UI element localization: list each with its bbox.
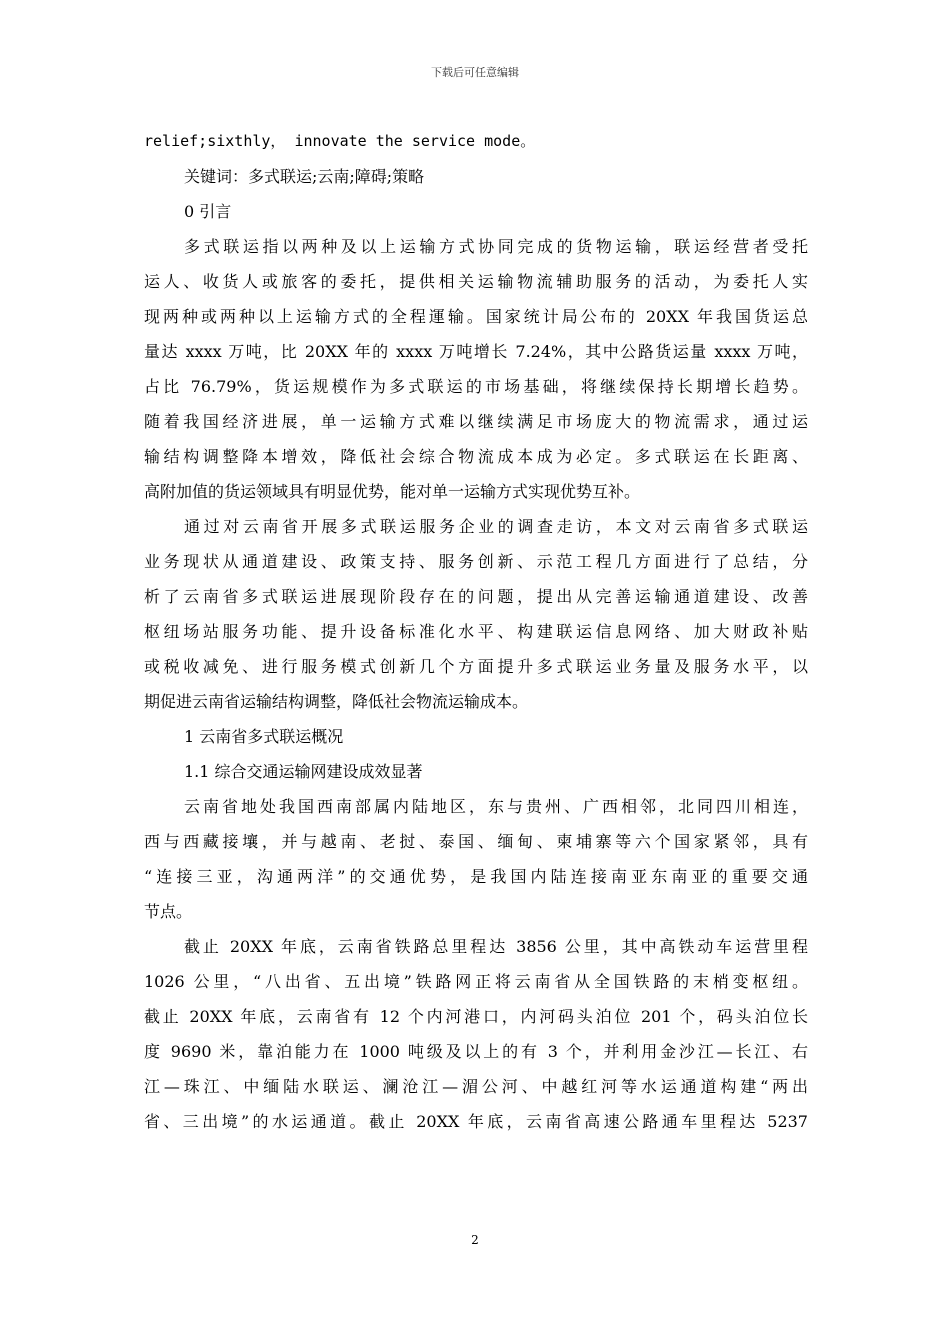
paragraph-line: 占比 76.79%，货运规模作为多式联运的市场基础，将继续保持长期增长趋势。 (144, 377, 808, 396)
paragraph-line: 高附加值的货运领域具有明显优势，能对单一运输方式实现优势互补。 (144, 482, 641, 501)
paragraph-line: “连接三亚，沟通两洋”的交通优势，是我国内陆连接南亚东南亚的重要交通 (144, 867, 808, 886)
paragraph-line: 随着我国经济进展，单一运输方式难以继续满足市场庞大的物流需求，通过运 (144, 412, 808, 431)
paragraph-line: 节点。 (144, 902, 193, 921)
document-body (144, 124, 808, 1139)
paragraph-line: 云南省地处我国西南部属内陆地区，东与贵州、广西相邻，北同四川相连， (184, 797, 808, 816)
paragraph-line: 多式联运指以两种及以上运输方式协同完成的货物运输，联运经营者受托 (184, 237, 808, 256)
paragraph-line: 截止 20XX 年底，云南省有 12 个内河港口，内河码头泊位 201 个，码头泊位长 (144, 1007, 808, 1026)
paragraph-line: 枢纽场站服务功能、提升设备标准化水平、构建联运信息网络、加大财政补贴 (144, 622, 808, 641)
paragraph-line: 西与西藏接壤，并与越南、老挝、泰国、缅甸、柬埔寨等六个国家紧邻，具有 (144, 832, 808, 851)
paragraph-line: 江—珠江、中缅陆水联运、澜沧江—湄公河、中越红河等水运通道构建“两出 (144, 1077, 808, 1096)
keywords-line: 关键词：多式联运;云南;障碍;策略 (184, 167, 425, 186)
paragraph-line: 1026 公里，“八出省、五出境”铁路网正将云南省从全国铁路的末梢变枢纽。 (144, 972, 808, 991)
paragraph-line: 省、三出境”的水运通道。截止 20XX 年底，云南省高速公路通车里程达 5237 (144, 1112, 808, 1131)
page-number: 2 (471, 1233, 479, 1247)
section-heading-1: 1 云南省多式联运概况 (184, 727, 344, 746)
paragraph-line: 通过对云南省开展多式联运服务企业的调查走访，本文对云南省多式联运 (184, 517, 808, 536)
paragraph-line: 运人、收货人或旅客的委托，提供相关运输物流辅助服务的活动，为委托人实 (144, 272, 808, 291)
paragraph-line: 输结构调整降本增效，降低社会综合物流成本成为必定。多式联运在长距离、 (144, 447, 808, 466)
paragraph-line: 现两种或两种以上运输方式的全程運输。国家统计局公布的 20XX 年我国货运总 (144, 307, 808, 326)
paragraph-line: 期促进云南省运输结构调整，降低社会物流运输成本。 (144, 692, 529, 711)
paragraph-line: 或税收减免、进行服务模式创新几个方面提升多式联运业务量及服务水平，以 (144, 657, 808, 676)
page-header: 下载后可任意编辑 (431, 66, 519, 79)
abstract-line: relief;sixthly， innovate the service mode。 (144, 132, 536, 150)
section-heading-introduction: 0 引言 (184, 202, 232, 221)
section-heading-1-1: 1.1 综合交通运输网建设成效显著 (184, 762, 423, 781)
paragraph-line: 度 9690 米，靠泊能力在 1000 吨级及以上的有 3 个，并利用金沙江—长江、右 (144, 1042, 808, 1061)
paragraph-line: 析了云南省多式联运进展现阶段存在的问题，提出从完善运输通道建设、改善 (144, 587, 808, 606)
paragraph-line: 业务现状从通道建设、政策支持、服务创新、示范工程几方面进行了总结，分 (144, 552, 808, 571)
paragraph-line: 量达 xxxx 万吨，比 20XX 年的 xxxx 万吨增长 7.24%，其中公路货运量 xxxx 万吨， (144, 342, 808, 361)
paragraph-line: 截止 20XX 年底，云南省铁路总里程达 3856 公里，其中高铁动车运营里程 (184, 937, 808, 956)
